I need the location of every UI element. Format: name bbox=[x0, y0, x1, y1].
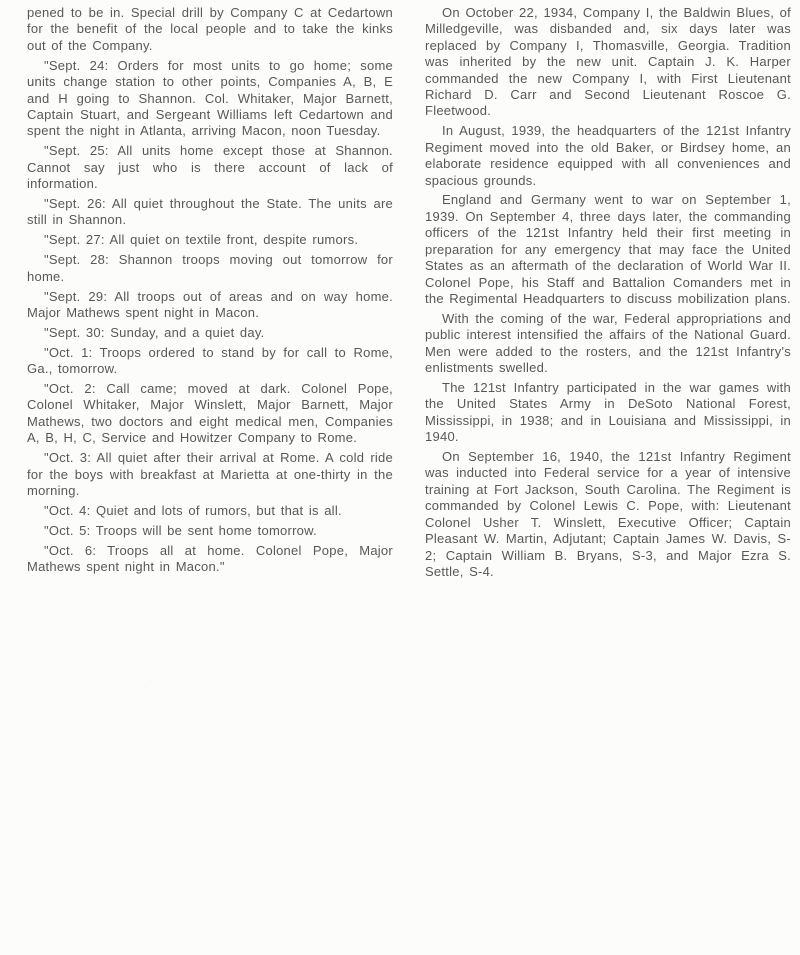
paragraph: "Oct. 4: Quiet and lots of rumors, but that is all. bbox=[44, 502, 342, 518]
paragraph: pened to be in. Special drill by Company C at Cedartown for the benefit of the local people and to take the kinks out of the Company. bbox=[27, 5, 393, 53]
paragraph: On October 22, 1934, Company I, the Baldwin Blues, of Milledgeville, was disbanded and, six days later was replaced by Company I, Thomasville, Georgia. Tradition was inherited by the new unit. Captain J. K. Harper commanded the new Company I, with First Lieutenant Richard D. Carr and Second Lieutenant Roscoe G. Fleetwood. bbox=[425, 5, 791, 119]
paragraph: "Sept. 25: All units home except those at Shannon. Cannot say just who is there account of lack of information. bbox=[27, 143, 393, 192]
paragraph: "Oct. 2: Call came; moved at dark. Colonel Pope, Colonel Whitaker, Major Winslett, Major Barnett, Major Mathews, two doctors and eight medical men, Companies A, B, H, C, Service and Howitzer Company to Rome. bbox=[27, 381, 393, 446]
paragraph: "Sept. 29: All troops out of areas and on way home. Major Mathews spent night in Macon. bbox=[27, 288, 393, 320]
left-text-column bbox=[27, 5, 393, 579]
paragraph: England and Germany went to war on September 1, 1939. On September 4, three days later, the commanding officers of the 121st Infantry held their first meeting in preparation for any emergency that may face the United States as an aftermath of the declaration of World War II. Colonel Pope, his Staff and Battalion Comanders met in the Regimental Headquarters to discuss mobilization plans. bbox=[425, 192, 791, 306]
paragraph: "Sept. 30: Sunday, and a quiet day. bbox=[44, 324, 265, 340]
paragraph: "Sept. 28: Shannon troops moving out tomorrow for home. bbox=[27, 252, 393, 284]
paragraph: "Oct. 3: All quiet after their arrival at Rome. A cold ride for the boys with breakfast at Marietta at one-thirty in the morning. bbox=[27, 450, 393, 498]
paragraph: "Oct. 5: Troops will be sent home tomorrow. bbox=[44, 522, 317, 538]
right-text-column bbox=[425, 5, 791, 584]
paragraph: "Oct. 6: Troops all at home. Colonel Pope, Major Mathews spent night in Macon." bbox=[27, 542, 393, 575]
paragraph: On September 16, 1940, the 121st Infantry Regiment was inducted into Federal service for a year of intensive training at Fort Jackson, South Carolina. The Regiment is commanded by Colonel Lewis C. Pope, with: Lieutenant Colonel Usher T. Winslett, Executive Officer; Captain Pleasant W. Martin, Adjutant; Captain James W. Davis, S-2; Captain William B. Bryans, S-3, and Major Ezra S. Settle, S-4. bbox=[425, 449, 791, 579]
paragraph: In August, 1939, the headquarters of the 121st Infantry Regiment moved into the old Baker, or Birdsey home, an elaborate residence equipped with all conveniences and spacious grounds. bbox=[425, 123, 791, 188]
paragraph: "Sept. 24: Orders for most units to go home; some units change station to other points, Companies A, B, E and H going to Shannon. Col. Whitaker, Major Barnett, Captain Stuart, and Sergeant Williams left Cedartown and spent the night in Atlanta, arriving Macon, noon Tuesday. bbox=[27, 57, 393, 139]
paragraph: "Sept. 27: All quiet on textile front, despite rumors. bbox=[44, 232, 359, 248]
paragraph: With the coming of the war, Federal appropriations and public interest intensified the affairs of the National Guard. Men were added to the rosters, and the 121st Infantry's enlistments swelled. bbox=[425, 310, 791, 376]
paragraph: "Oct. 1: Troops ordered to stand by for call to Rome, Ga., tomorrow. bbox=[27, 344, 393, 377]
paragraph: The 121st Infantry participated in the war games with the United States Army in DeSoto National Forest, Mississippi, in 1938; and in Louisiana and Mississippi, in 1940. bbox=[425, 379, 791, 445]
paragraph: "Sept. 26: All quiet throughout the State. The units are still in Shannon. bbox=[27, 195, 393, 228]
